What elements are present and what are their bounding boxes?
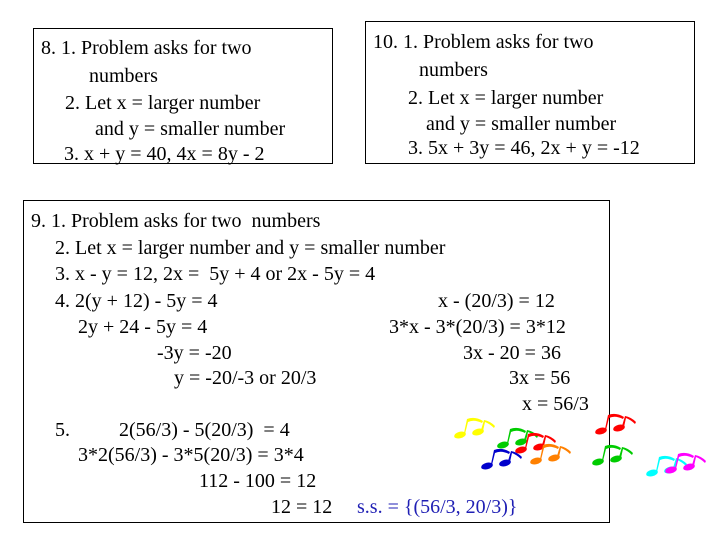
problem-8-line-4: and y = smaller number bbox=[95, 118, 286, 140]
step-4-right-line-2: 3*x - 3*(20/3) = 3*12 bbox=[389, 316, 566, 338]
problem-9-line-3: 3. x - y = 12, 2x = 5y + 4 or 2x - 5y = 4 bbox=[55, 263, 376, 285]
problem-8-line-1: 8. 1. Problem asks for two bbox=[41, 37, 252, 59]
step-5-line-1: 2(56/3) - 5(20/3) = 4 bbox=[119, 419, 290, 441]
problem-8-line-3: 2. Let x = larger number bbox=[65, 92, 261, 114]
problem-10-line-1: 10. 1. Problem asks for two bbox=[373, 31, 594, 53]
problem-8-line-2: numbers bbox=[89, 65, 158, 87]
step-5-number: 5. bbox=[55, 419, 70, 441]
step-4-left-line-4: y = -20/-3 or 20/3 bbox=[174, 367, 317, 389]
step-4-left-line-1: 4. 2(y + 12) - 5y = 4 bbox=[55, 290, 218, 312]
step-4-right-line-3: 3x - 20 = 36 bbox=[463, 342, 561, 364]
step-4-left-line-3: -3y = -20 bbox=[157, 342, 232, 364]
problem-10-line-5: 3. 5x + 3y = 46, 2x + y = -12 bbox=[408, 137, 640, 159]
step-5-line-3: 112 - 100 = 12 bbox=[199, 470, 317, 492]
problem-8-line-5: 3. x + y = 40, 4x = 8y - 2 bbox=[64, 143, 265, 165]
problem-9-box bbox=[23, 200, 610, 523]
problem-9-line-1: 9. 1. Problem asks for two numbers bbox=[31, 210, 321, 232]
problem-9-line-2: 2. Let x = larger number and y = smaller number bbox=[55, 237, 446, 259]
step-4-left-line-2: 2y + 24 - 5y = 4 bbox=[78, 316, 208, 338]
solution-set: s.s. = {(56/3, 20/3)} bbox=[357, 496, 518, 518]
step-4-right-line-4: 3x = 56 bbox=[509, 367, 571, 389]
problem-10-line-4: and y = smaller number bbox=[426, 113, 617, 135]
problem-10-line-3: 2. Let x = larger number bbox=[408, 87, 604, 109]
music-note-cyan-icon bbox=[645, 456, 687, 478]
problem-8-box bbox=[33, 28, 333, 164]
problem-10-line-2: numbers bbox=[419, 59, 488, 81]
step-5-line-2: 3*2(56/3) - 3*5(20/3) = 3*4 bbox=[78, 444, 304, 466]
music-note-magenta-icon bbox=[664, 453, 706, 475]
step-4-right-line-5: x = 56/3 bbox=[522, 393, 589, 415]
step-5-line-4: 12 = 12 bbox=[271, 496, 333, 518]
problem-10-box bbox=[365, 21, 695, 164]
step-4-right-line-1: x - (20/3) = 12 bbox=[438, 290, 555, 312]
